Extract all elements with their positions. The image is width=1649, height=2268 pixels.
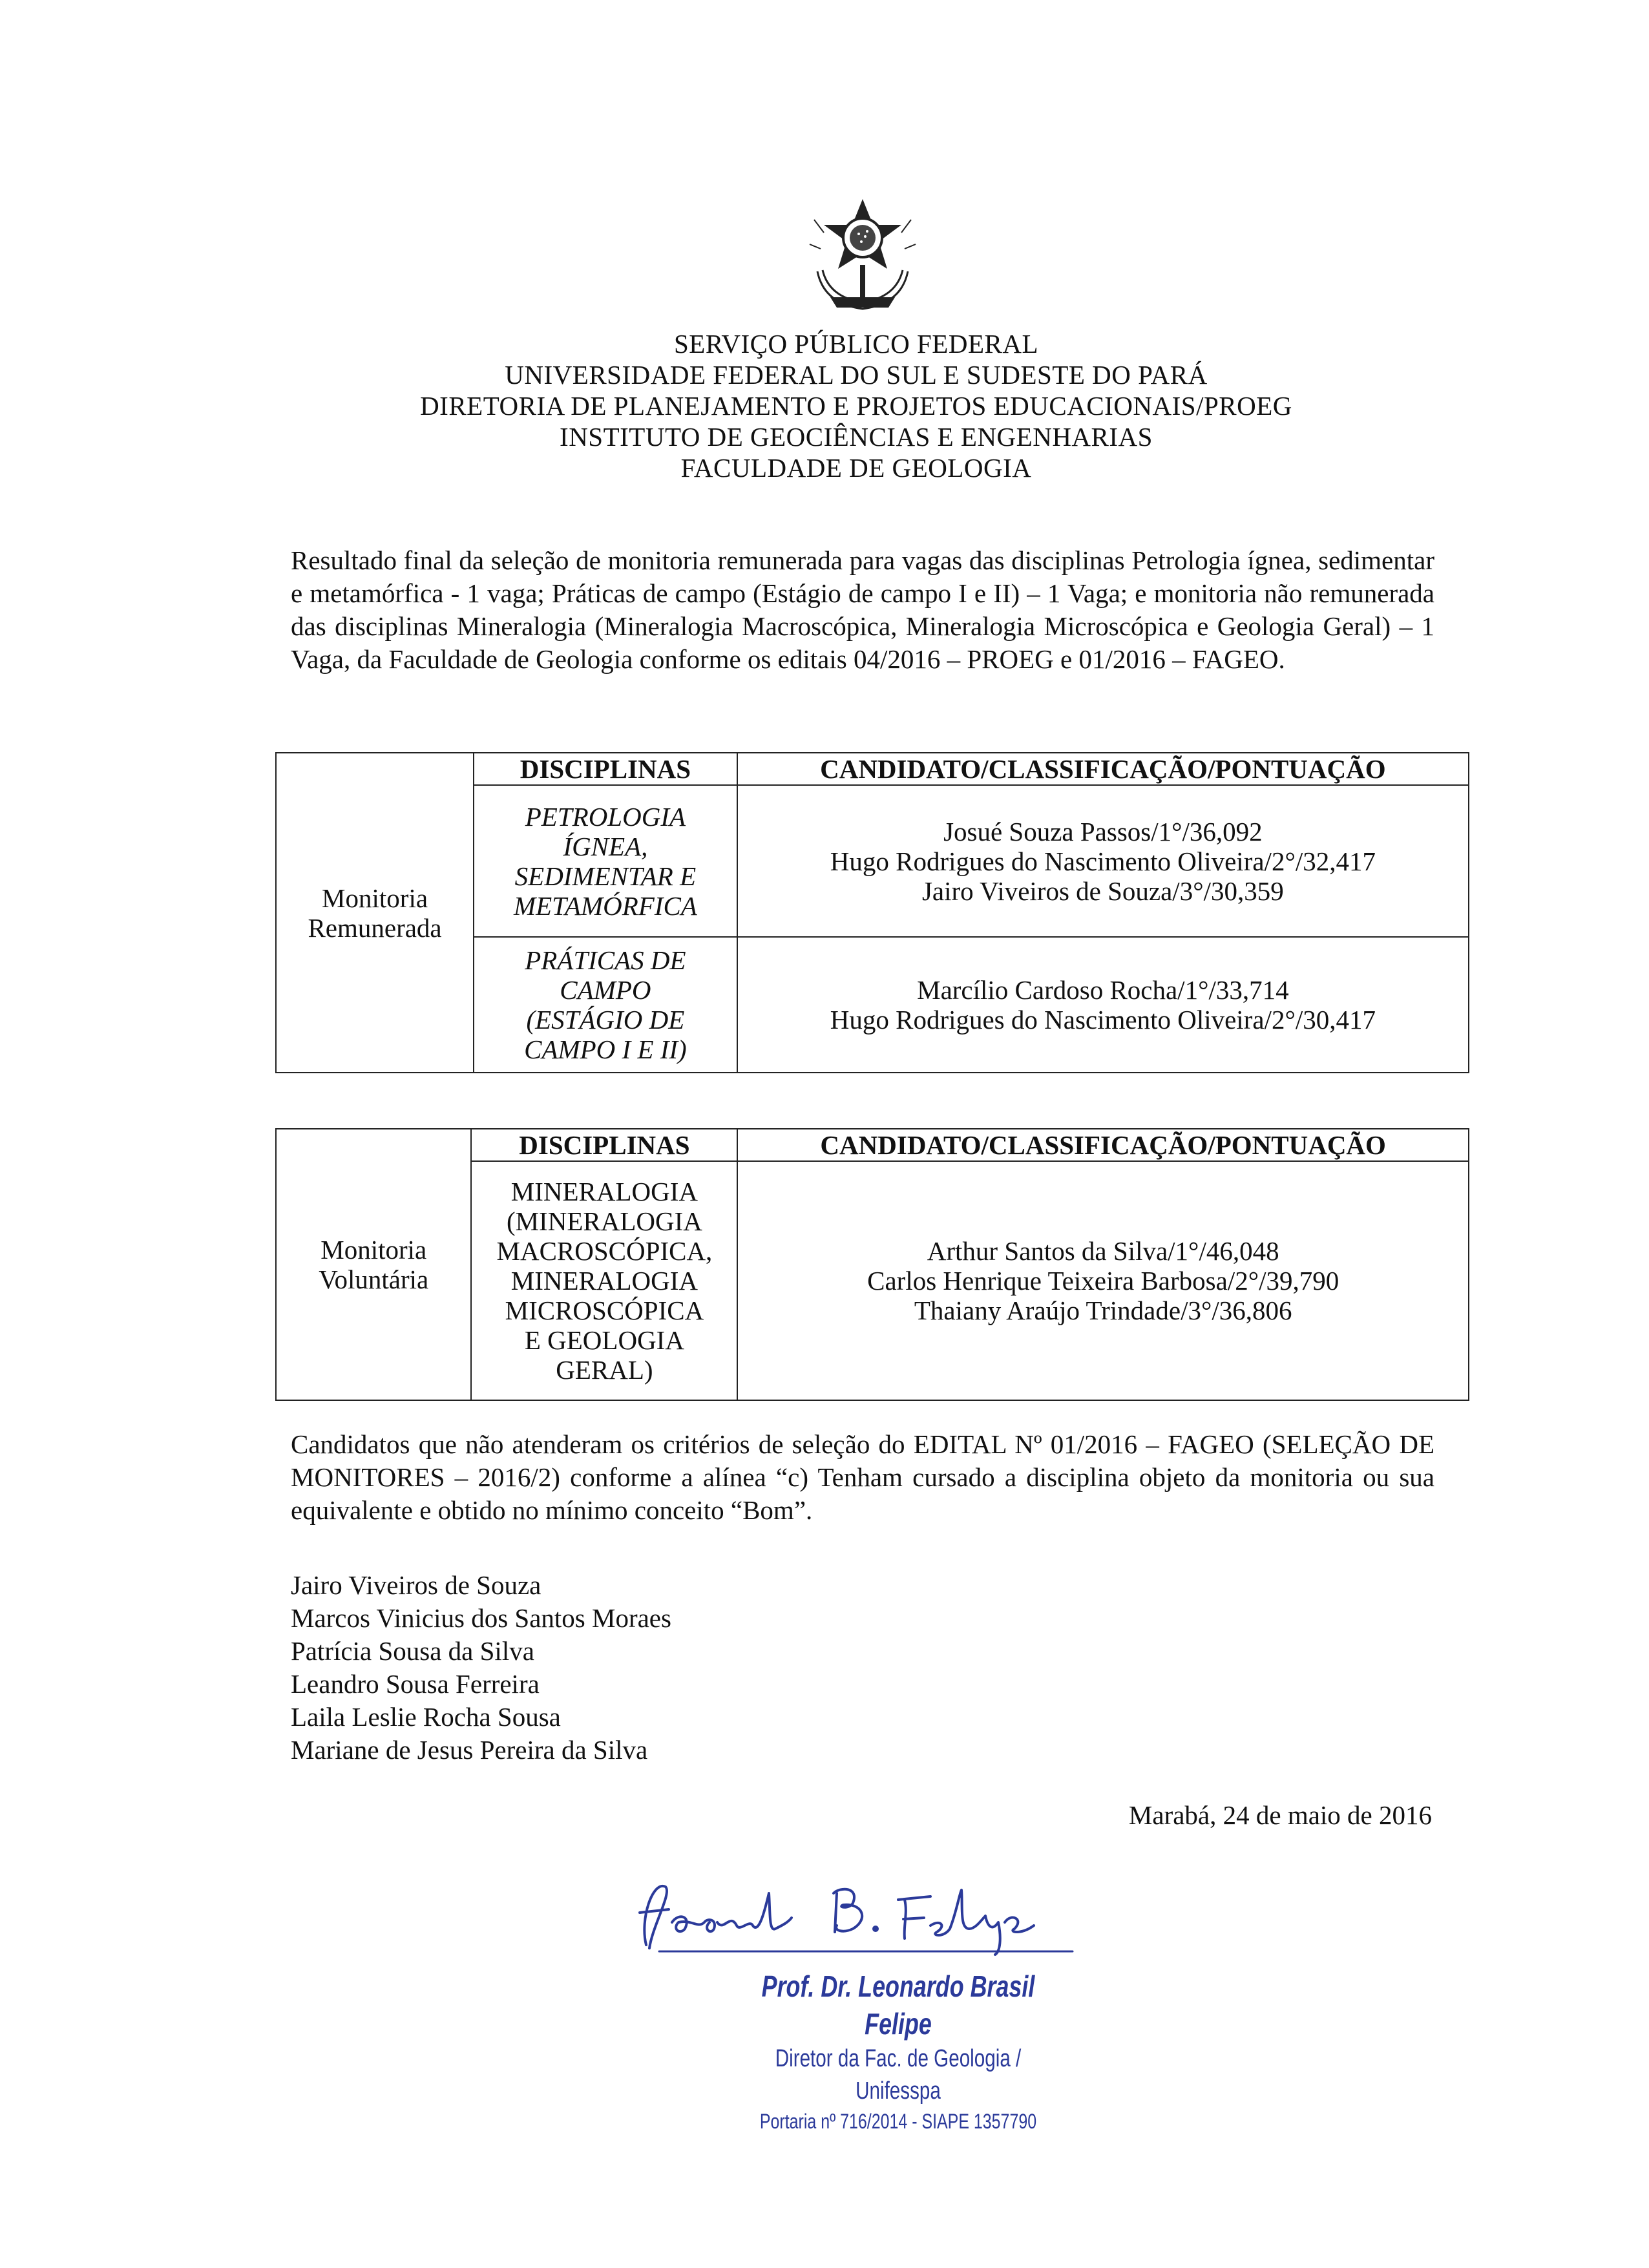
intro-paragraph (291, 544, 1434, 676)
header-candidato: CANDIDATO/CLASSIFICAÇÃO/PONTUAÇÃO (737, 753, 1469, 785)
intro-text: Resultado final da seleção de monitoria remunerada para vagas das disciplinas Petrologia ígnea, sedimentar e metamórfica - 1 vaga; Práticas de campo (Estágio de campo I e II) – 1 Vaga; e monitoria não remunerada das disciplinas Mineralogia (Mineralogia Macroscópica, Mineralogia Microscópica e Geologia Geral) – 1 Vaga, da Faculdade de Geologia conforme os editais 04/2016 – PROEG e 01/2016 – FAGEO. (291, 545, 1434, 674)
candidate-entry: Hugo Rodrigues do Nascimento Oliveira/2°/32,417 (830, 846, 1376, 876)
stamp-portaria: Portaria nº 716/2014 - SIAPE 1357790 (759, 2110, 1037, 2133)
note-paragraph (291, 1428, 1434, 1527)
committee-list (291, 1569, 671, 1767)
disciplina-line: CAMPO (560, 975, 651, 1005)
disciplina-line: PRÁTICAS DE (525, 945, 686, 975)
candidate-entry: Carlos Henrique Teixeira Barbosa/2°/39,790 (867, 1266, 1339, 1296)
committee-member: Laila Leslie Rocha Sousa (291, 1702, 561, 1732)
table-header-row (276, 1129, 1469, 1161)
header-line-diretoria: DIRETORIA DE PLANEJAMENTO E PROJETOS EDUCACIONAIS/PROEG (420, 391, 1292, 421)
disciplina-line: ÍGNEA, (563, 831, 648, 861)
header-line-instituto: INSTITUTO DE GEOCIÊNCIAS E ENGENHARIAS (560, 422, 1153, 452)
header-candidato: CANDIDATO/CLASSIFICAÇÃO/PONTUAÇÃO (737, 1129, 1469, 1161)
disciplina-line: MICROSCÓPICA (505, 1296, 704, 1325)
disciplina-line: PETROLOGIA (525, 801, 686, 832)
results-table-voluntaria (275, 1128, 1469, 1401)
header-disciplinas: DISCIPLINAS (474, 753, 737, 785)
disciplina-line: E GEOLOGIA (524, 1325, 684, 1355)
committee-member: Patrícia Sousa da Silva (291, 1636, 534, 1666)
candidate-entry: Marcílio Cardoso Rocha/1°/33,714 (917, 975, 1289, 1005)
disciplina-line: MACROSCÓPICA, (496, 1236, 713, 1266)
disciplina-line: (ESTÁGIO DE (526, 1005, 685, 1034)
category-label-line1: Monitoria (322, 883, 428, 913)
candidatos-cell (737, 937, 1469, 1073)
disciplina-cell (474, 785, 737, 937)
candidatos-cell (737, 1161, 1469, 1400)
place-date: Marabá, 24 de maio de 2016 (1128, 1800, 1432, 1830)
category-label-line1: Monitoria (320, 1235, 427, 1265)
document-header (0, 328, 1649, 483)
committee-member: Mariane de Jesus Pereira da Silva (291, 1735, 648, 1765)
candidatos-cell (737, 785, 1469, 937)
disciplina-line: MINERALOGIA (510, 1266, 698, 1296)
committee-member: Leandro Sousa Ferreira (291, 1669, 540, 1699)
disciplina-line: CAMPO I E II) (524, 1034, 687, 1064)
committee-member: Marcos Vinicius dos Santos Moraes (291, 1603, 671, 1633)
results-table-remunerada (275, 752, 1469, 1073)
category-cell (276, 753, 474, 1073)
disciplina-cell (471, 1161, 737, 1400)
candidate-entry: Josué Souza Passos/1°/36,092 (943, 816, 1263, 846)
candidate-entry: Arthur Santos da Silva/1°/46,048 (927, 1236, 1279, 1266)
candidate-entry: Jairo Viveiros de Souza/3°/30,359 (921, 876, 1284, 906)
category-label-line2: Remunerada (308, 912, 442, 943)
committee-member: Jairo Viveiros de Souza (291, 1570, 541, 1600)
disciplina-line: METAMÓRFICA (513, 890, 697, 921)
category-label-line2: Voluntária (319, 1265, 429, 1294)
candidate-entry: Hugo Rodrigues do Nascimento Oliveira/2°/30,417 (830, 1005, 1376, 1034)
stamp-title: Diretor da Fac. de Geologia / Unifesspa (775, 2045, 1022, 2105)
handwritten-signature (620, 1867, 1086, 1958)
header-line-servico: SERVIÇO PÚBLICO FEDERAL (673, 329, 1039, 359)
director-stamp (747, 1968, 1049, 2136)
candidate-entry: Thaiany Araújo Trindade/3°/36,806 (914, 1296, 1292, 1325)
header-line-faculdade: FACULDADE DE GEOLOGIA (680, 453, 1032, 483)
disciplina-line: SEDIMENTAR E (514, 861, 697, 891)
stamp-name: Prof. Dr. Leonardo Brasil Felipe (761, 1969, 1035, 2041)
disciplina-line: GERAL) (556, 1355, 653, 1385)
table-header-row (276, 753, 1469, 785)
category-cell (276, 1129, 471, 1400)
note-text: Candidatos que não atenderam os critérios de seleção do EDITAL Nº 01/2016 – FAGEO (SELEÇÃO DE MONITORES – 2016/2) conforme a alínea “c) Tenham cursado a disciplina objeto da monitoria ou sua equivalente e obtido no mínimo conceito “Bom”. (291, 1429, 1434, 1525)
disciplina-cell (474, 937, 737, 1073)
header-line-universidade: UNIVERSIDADE FEDERAL DO SUL E SUDESTE DO PARÁ (505, 360, 1208, 390)
coat-of-arms-emblem (804, 194, 921, 313)
disciplina-line: MINERALOGIA (510, 1177, 698, 1206)
disciplina-line: (MINERALOGIA (506, 1206, 702, 1236)
header-disciplinas: DISCIPLINAS (471, 1129, 737, 1161)
